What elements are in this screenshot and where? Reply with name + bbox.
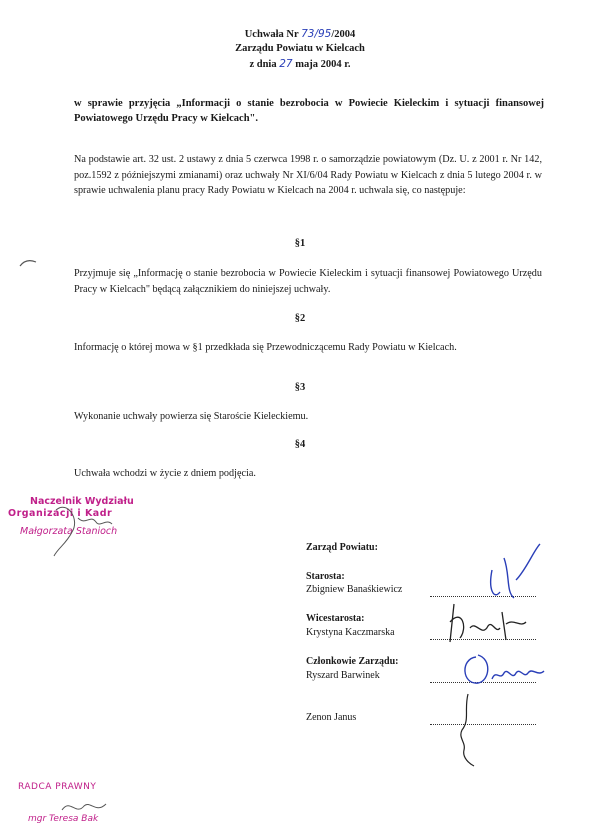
section-2-text: Informację o której mowa w §1 przedkłada się Przewodniczącemu Rady Powiatu w Kielcach. [74, 342, 457, 353]
date-prefix: z dnia [249, 59, 280, 70]
wicestarosta-label: Wicestarosta: [306, 613, 365, 624]
stamp-dept-line1: Naczelnik Wydziału [30, 496, 134, 507]
dept-signature-icon [28, 500, 128, 560]
section-1-mark: §1 [294, 238, 306, 249]
member1-signature-icon [456, 645, 556, 691]
resolution-number [0, 28, 600, 40]
resolution-date [0, 58, 600, 70]
section-3-text: Wykonanie uchwały powierza się Staroście Kieleckiemu. [74, 411, 309, 422]
members-label: Członkowie Zarządu: [306, 656, 399, 667]
section-1-text: Przyjmuje się „Informację o stanie bezrobocia w Powiecie Kieleckim i sytuacji finansowej Powiatowego Urzędu Pracy w Kielcach" będącą załącznikiem do niniejszej uchwały. [74, 268, 542, 295]
handwritten-day: 27 [279, 58, 293, 70]
legal-stamp-line1: RADCA PRAWNY [18, 782, 97, 792]
resolution-subject: w sprawie przyjęcia „Informacji o stanie bezrobocia w Powiecie Kieleckim i sytuacji finansowej Powiatowego Urzędu Pracy w Kielcach". [74, 98, 544, 124]
legal-stamp-line2: mgr Teresa Bak [28, 814, 99, 824]
stamp-dept-line2: Organizacji i Kadr [8, 508, 113, 519]
preamble: Na podstawie art. 32 ust. 2 ustawy z dnia 5 czerwca 1998 r. o samorządzie powiatowym (Dz. U. z 2001 r. Nr 142, poz.1592 z późniejszymi zmianami) oraz uchwały Nr XI/6/04 Rady Powiatu w Kielcach z dnia 5 lutego 2004 r. w sprawie uchwalenia planu pracy Rady Powiatu w Kielcach na 2004 r. uchwala się, co następuje: [74, 154, 542, 196]
section-4-text: Uchwała wchodzi w życie z dniem podjęcia. [74, 468, 256, 479]
starosta-name: Zbigniew Banaśkiewicz [306, 584, 403, 595]
section-3-mark: §3 [294, 382, 306, 393]
resolution-number-suffix: /2004 [331, 29, 356, 40]
section-2-mark: §2 [294, 313, 306, 324]
legal-signature-icon [56, 792, 116, 822]
issuing-body: Zarządu Powiatu w Kielcach [235, 43, 365, 54]
resolution-number-prefix: Uchwała Nr [244, 29, 302, 40]
stamp-dept-line3: Małgorzata Stanioch [20, 526, 118, 537]
starosta-label: Starosta: [306, 571, 345, 582]
section-4-mark: §4 [294, 439, 306, 450]
handwritten-number: 73/95 [301, 28, 332, 40]
department-stamp [8, 496, 148, 554]
member2-signature-icon [440, 690, 500, 770]
wicestarosta-name: Krystyna Kaczmarska [306, 627, 395, 638]
margin-mark-icon [18, 258, 38, 272]
wicestarosta-signature-icon [440, 598, 540, 648]
board-title: Zarząd Powiatu: [306, 542, 378, 553]
member2-name: Zenon Janus [306, 712, 357, 723]
member1-name: Ryszard Barwinek [306, 670, 380, 681]
date-suffix: maja 2004 r. [292, 59, 351, 70]
legal-counsel-stamp [16, 782, 136, 830]
